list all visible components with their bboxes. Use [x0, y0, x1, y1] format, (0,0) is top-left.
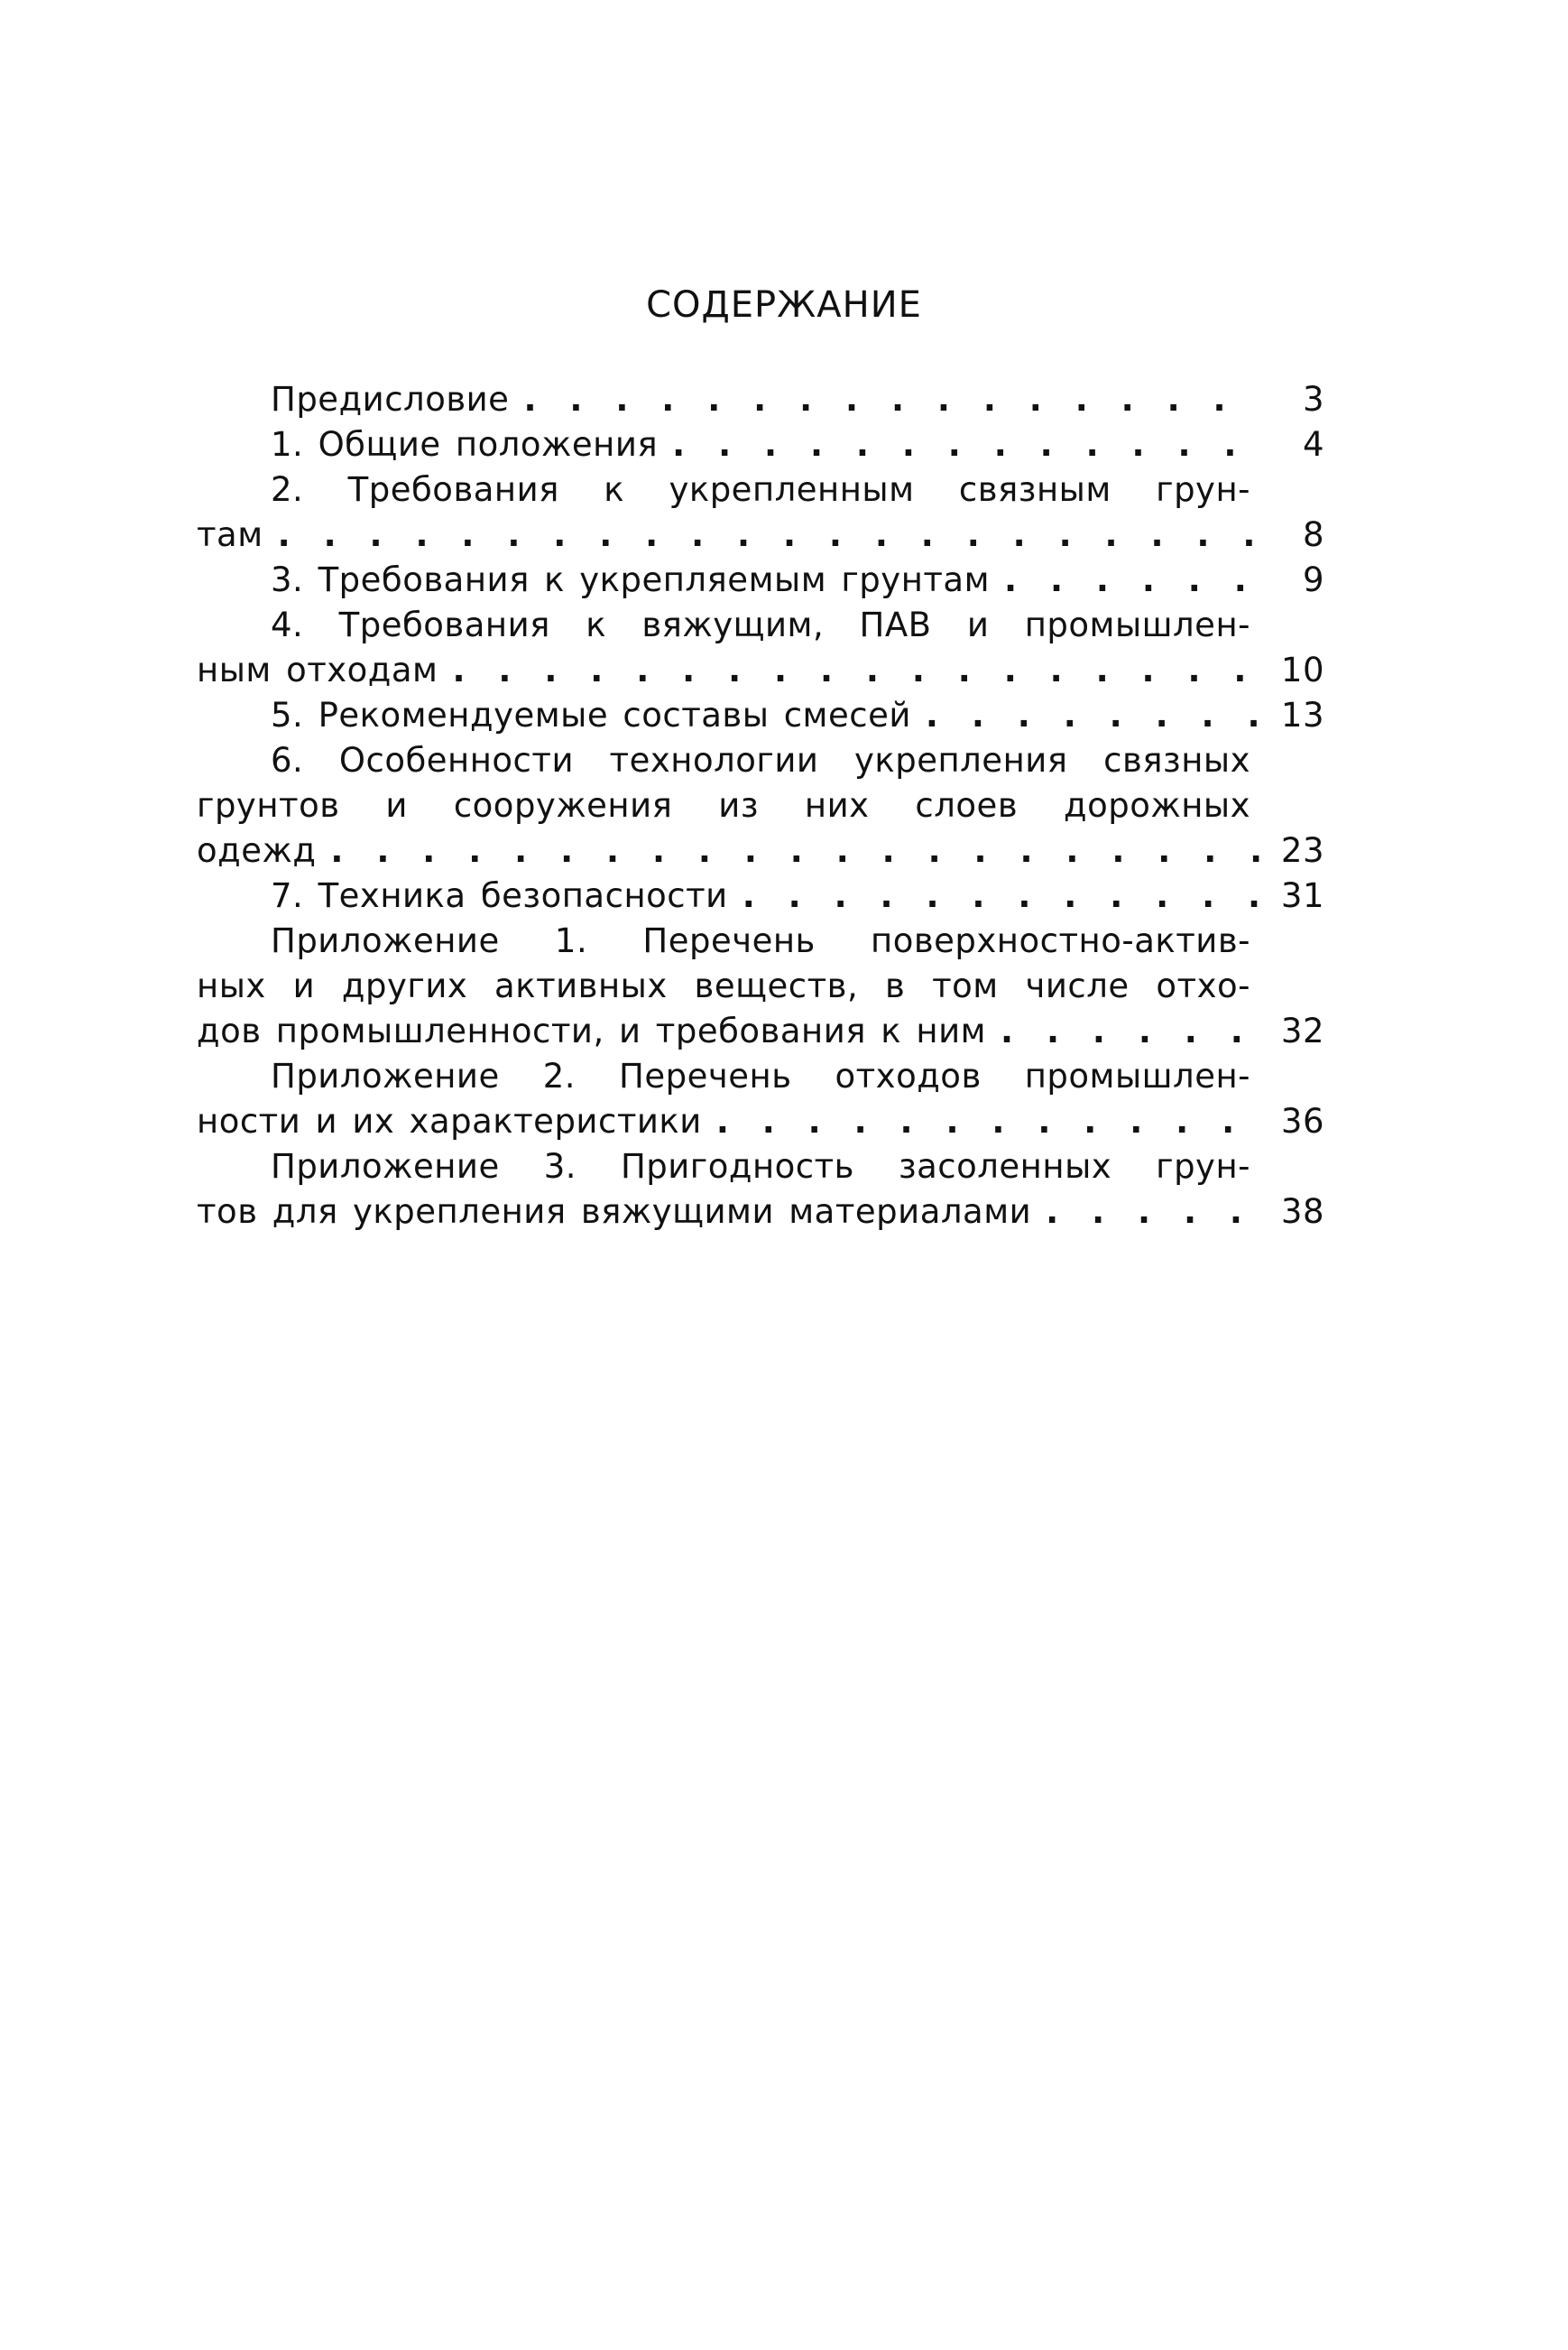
toc-entry-text: дов промышленности, и требования к ним	[197, 1012, 987, 1050]
dot-leader	[658, 422, 1261, 467]
toc-page-number: 32	[1280, 1012, 1324, 1050]
toc-entry-appendix-3	[197, 1144, 1324, 1235]
page-title: СОДЕРЖАНИЕ	[646, 284, 922, 326]
toc-page-number: 9	[1302, 560, 1324, 599]
toc-line	[197, 422, 1324, 467]
toc-page-number: 8	[1302, 515, 1324, 554]
toc-line: Приложение 3. Пригодность засоленных грун-	[271, 1147, 1250, 1186]
toc-line	[197, 828, 1324, 874]
toc-line	[197, 648, 1324, 693]
toc-entry-text: ности и их характеристики	[197, 1102, 702, 1141]
toc-page-number: 36	[1280, 1102, 1324, 1141]
toc-line: 2. Требования к укрепленным связным грун-	[271, 470, 1250, 509]
toc-page-number: 13	[1280, 696, 1324, 735]
toc-line: грунтов и сооружения из них слоев дорожных	[197, 786, 1250, 825]
toc-entry-5	[197, 693, 1324, 738]
toc-line	[197, 1099, 1324, 1144]
toc-line: Приложение 2. Перечень отходов промышлен-	[271, 1057, 1250, 1096]
toc-entry-text: 1. Общие положения	[271, 425, 659, 464]
toc-line: Приложение 1. Перечень поверхностно-актив-	[271, 921, 1250, 960]
toc-entry-appendix-2	[197, 1054, 1324, 1144]
toc-entry-appendix-1	[197, 919, 1324, 1054]
toc-page-number: 3	[1302, 380, 1324, 419]
dot-leader	[990, 558, 1261, 603]
toc-page-number: 38	[1280, 1192, 1324, 1231]
dot-leader	[728, 874, 1261, 919]
toc-entry-6	[197, 738, 1324, 874]
toc-line: 6. Особенности технологии укрепления связных	[271, 741, 1250, 780]
toc-entry-text: тов для укрепления вяжущими материалами	[197, 1192, 1032, 1231]
toc-entry-text: 5. Рекомендуемые составы смесей	[271, 696, 911, 735]
toc-line: 4. Требования к вяжущим, ПАВ и промышлен-	[271, 606, 1250, 644]
toc-entry-1	[197, 422, 1324, 467]
toc-line	[197, 377, 1324, 422]
toc-entry-text: 3. Требования к укрепляемым грунтам	[271, 560, 991, 599]
toc-page-number: 23	[1280, 831, 1324, 870]
toc-line: ных и других активных веществ, в том числе отхо-	[197, 967, 1250, 1005]
dot-leader	[1031, 1189, 1261, 1235]
dot-leader	[263, 513, 1261, 558]
dot-leader	[986, 1009, 1261, 1054]
toc-page-number: 10	[1280, 651, 1324, 689]
toc-entry-7	[197, 874, 1324, 919]
dot-leader	[911, 693, 1261, 738]
toc-entry-text: 7. Техника безопасности	[271, 876, 728, 915]
toc-entry-text: Предисловие	[271, 380, 510, 419]
toc-line	[197, 558, 1324, 603]
toc-line	[197, 1189, 1324, 1235]
toc-entry-2	[197, 467, 1324, 558]
toc-entry-4	[197, 603, 1324, 693]
dot-leader	[438, 648, 1261, 693]
toc-line	[197, 1009, 1324, 1054]
dot-leader	[702, 1099, 1261, 1144]
toc-entry-3	[197, 558, 1324, 603]
toc-entry-text: ным отходам	[197, 651, 438, 689]
table-of-contents	[197, 377, 1324, 1235]
toc-entry-text: одежд	[197, 831, 317, 870]
toc-page-number: 4	[1302, 425, 1324, 464]
toc-entry-preface	[197, 377, 1324, 422]
toc-line	[197, 693, 1324, 738]
toc-line	[197, 513, 1324, 558]
dot-leader	[509, 377, 1261, 422]
toc-line	[197, 874, 1324, 919]
toc-page-number: 31	[1280, 876, 1324, 915]
dot-leader	[316, 828, 1261, 874]
toc-entry-text: там	[197, 515, 263, 554]
